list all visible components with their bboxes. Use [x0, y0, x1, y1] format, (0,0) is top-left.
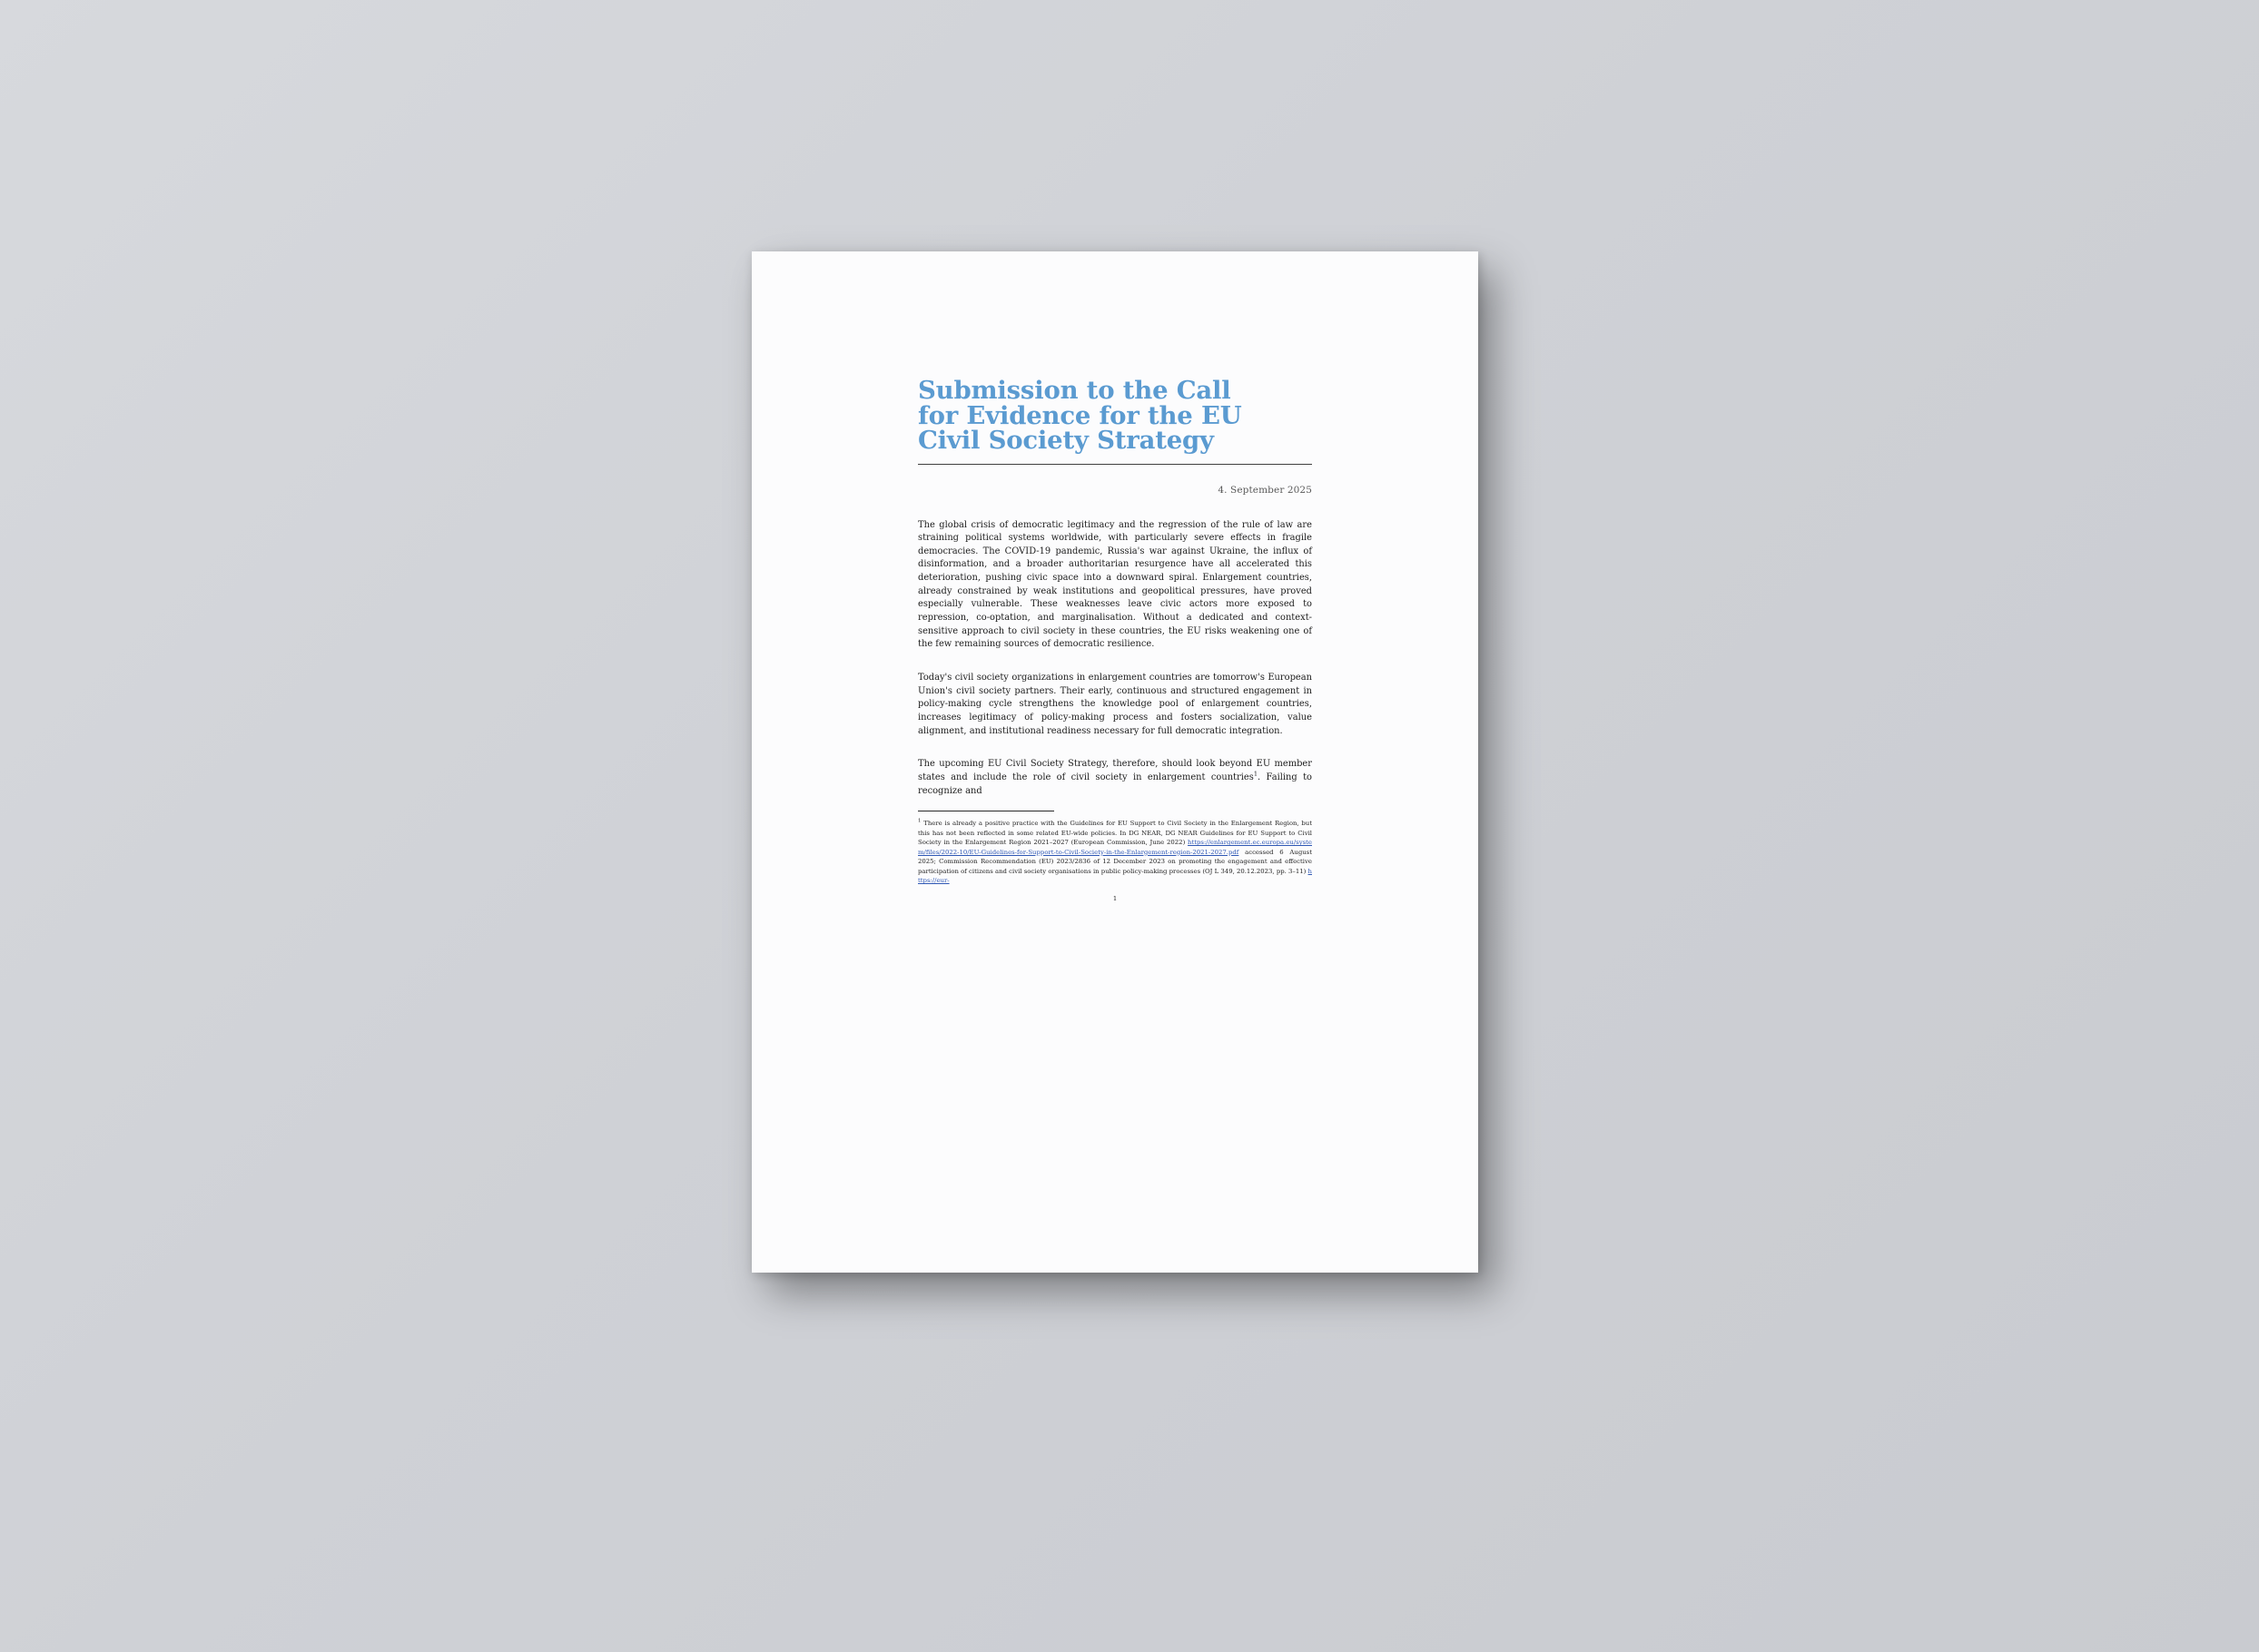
- paragraph-1: The global crisis of democratic legitimacy and the regression of the rule of law are straining political systems worldwide, with particularly severe effects in fragile democracies. The COVID-19 pandemic, Russia's war against Ukraine, the influx of disinformation, and a broader authoritarian resurgence have all accelerated this deterioration, pushing civic space into a downward spiral. Enlargement countries, already constrained by weak institutions and geopolitical pressures, have proved especially vulnerable. These weaknesses leave civic actors more exposed to repression, co-optation, and marginalisation. Without a dedicated and context-sensitive approach to civil society in these countries, the EU risks weakening one of the few remaining sources of democratic resilience.: [918, 519, 1312, 650]
- page-title-line-1: Submission to the Call: [918, 376, 1231, 405]
- page-content: [918, 376, 1312, 1195]
- page-number: 1: [1112, 894, 1118, 902]
- footnote-text-2: accessed 6 August 2025; Commission Recommendation (EU) 2023/2836 of 12 December 2023 on promoting the engagement and effective participation of citizens and civil society organisations in public policy-making processes (OJ L 349, 20.12.2023, pp. 3–11): [918, 848, 1312, 875]
- footnote-marker: 1: [918, 819, 922, 825]
- footnote-link-2[interactable]: https://eur-: [918, 867, 1312, 885]
- page-title-line-3: Civil Society Strategy: [918, 426, 1214, 455]
- document-date: 4. September 2025: [1218, 484, 1312, 496]
- footnote-block: [918, 819, 1312, 885]
- paragraph-3: [918, 758, 1312, 798]
- paragraph-3-before: The upcoming EU Civil Society Strategy, therefore, should look beyond EU member states and include the role of civil society in enlargement countries: [918, 759, 1312, 782]
- paragraph-3-after: . Failing to recognize and: [918, 772, 1312, 796]
- page-title-line-2: for Evidence for the EU: [918, 400, 1242, 430]
- footnote-text-1: There is already a positive practice with the Guidelines for EU Support to Civil Society in the Enlargement Region, but this has not been reflected in some related EU-wide policies. In DG NEAR, DG NEAR Guidelines for EU Support to Civil Society in the Enlargement Region 2021–2027 (European Commission, June 2022): [918, 820, 1312, 847]
- document-page: [752, 251, 1478, 1273]
- footnote-reference-marker[interactable]: 1: [1253, 770, 1258, 778]
- page-title: [918, 376, 1312, 465]
- document-body: [918, 519, 1312, 799]
- footnote-link-1[interactable]: https://enlargement.ec.europa.eu/system/files/2022-10/EU-Guidelines-for-Support-to-Civil-Society-in-the-Enlargement-region-2021-2027.pdf: [918, 839, 1312, 856]
- paragraph-2: Today's civil society organizations in enlargement countries are tomorrow's European Union's civil society partners. Their early, continuous and structured engagement in policy-making cycle strengthens the knowledge pool of enlargement countries, increases legitimacy of policy-making process and fosters socialization, value alignment, and institutional readiness necessary for full democratic integration.: [918, 673, 1312, 736]
